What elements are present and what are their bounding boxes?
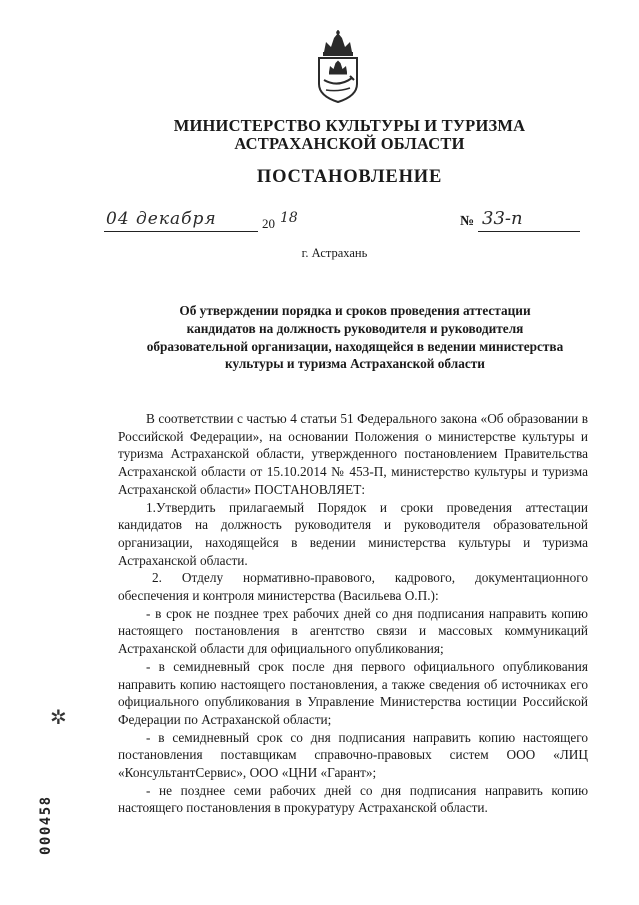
margin-serial-number: 000458	[38, 795, 54, 855]
handwritten-year: 18	[280, 210, 298, 226]
title-line: кандидатов на должность руководителя и руководителя	[186, 320, 524, 336]
document-body	[118, 410, 588, 817]
margin-serial	[38, 795, 56, 855]
number-underline	[478, 231, 580, 232]
document-title	[120, 302, 590, 373]
ministry-name-line2: АСТРАХАНСКОЙ ОБЛАСТИ	[234, 134, 465, 153]
title-line: Об утверждении порядка и сроков проведения аттестации	[179, 303, 531, 318]
handwritten-date: 04 декабря	[106, 209, 217, 229]
ministry-name-line1: МИНИСТЕРСТВО КУЛЬТУРЫ И ТУРИЗМА	[173, 116, 526, 135]
paragraph-item-1: 1.Утвердить прилагаемый Порядок и сроки проведения аттестации кандидатов на должность руководителя и руководителя образовательной организации, находящейся в ведении министерства культуры и туризма Астраханской области.	[118, 499, 588, 568]
title-line: культуры и туризма Астраханской области	[225, 356, 485, 372]
year-prefix: 20	[262, 216, 275, 231]
paragraph-subitem: - не позднее семи рабочих дней со дня подписания направить копию настоящего постановления в прокуратуру Астраханской области.	[118, 782, 588, 816]
coat-of-arms-icon	[314, 30, 362, 104]
date-underline	[104, 231, 258, 232]
title-line: образовательной организации, находящейся в ведении министерства	[146, 338, 564, 354]
paragraph-subitem: - в семидневный срок со дня подписания направить копию настоящего постановления поставщикам справочно-правовых систем ООО «ЛИЦ «КонсультантСервис», ООО «ЦНИ «Гарант»;	[118, 729, 588, 781]
document-type-heading: ПОСТАНОВЛЕНИЕ	[256, 167, 443, 187]
number-sign: №	[460, 214, 475, 229]
city-name: г. Астрахань	[301, 246, 368, 260]
paragraph-subitem: - в семидневный срок после дня первого официального опубликования направить копию настоящего постановления, а также сведения об источниках его официального опубликования в Управление Министерства юстиции Российской Федерации по Астраханской области;	[118, 658, 588, 727]
handwritten-number: 33-п	[482, 208, 523, 229]
paragraph-preamble: В соответствии с частью 4 статьи 51 Федерального закона «Об образовании в Российской Федерации», на основании Положения о министерстве культуры и туризма Астраханской области, утвержденного постановлением Правительства Астраханской области от 15.10.2014 № 453-П, министерство культуры и туризма Астраханской области» ПОСТАНОВЛЯЕТ:	[118, 411, 588, 497]
margin-star-mark: ✲	[50, 705, 67, 729]
paragraph-item-2: 2. Отделу нормативно-правового, кадрового, документационного обеспечения и контроля министерства (Васильева О.П.):	[118, 570, 588, 604]
city-line	[0, 246, 639, 261]
paragraph-subitem: - в срок не позднее трех рабочих дней со дня подписания направить копию настоящего постановления в агентство связи и массовых коммуникаций Астраханской области для официального опубликования;	[118, 605, 588, 657]
